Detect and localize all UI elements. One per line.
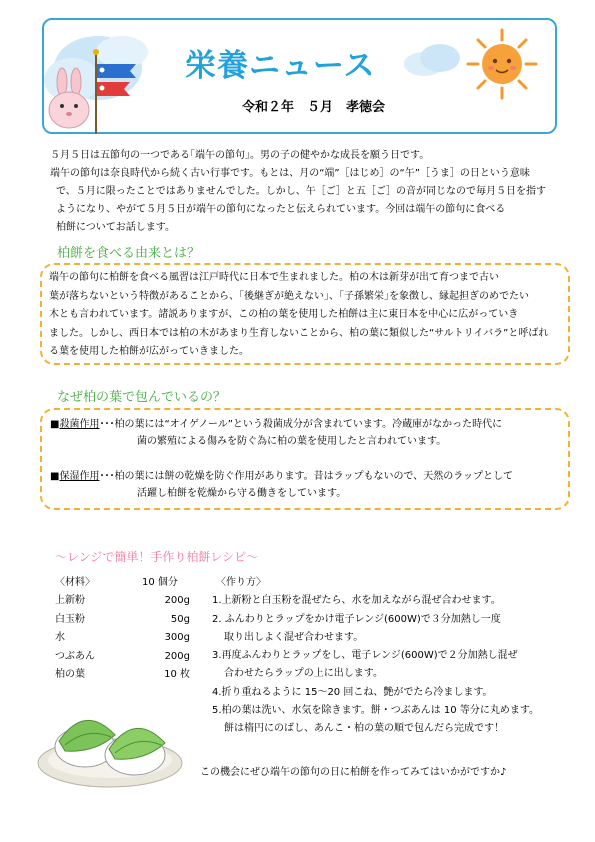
- ingredient-row: [55, 629, 190, 648]
- origin-line: 端午の節句に柏餅を食べる風習は江戸時代に日本で生まれました。柏の木は新芽が出て育つまで古い: [49, 272, 499, 283]
- intro-paragraph: [50, 147, 560, 237]
- steps-label: 〈作り方〉: [216, 577, 266, 588]
- section-heading-leaf: なぜ柏の葉で包んでいるの？: [57, 390, 227, 405]
- page-title: 栄養ニュース: [185, 48, 376, 84]
- bullet-icon: ■: [50, 471, 60, 482]
- intro-line: 柏餅についてお話します。: [56, 222, 175, 233]
- recipe-step: 3.再度ふんわりとラップをし、電子レンジ(600W)で２分加熱し混ぜ: [212, 650, 518, 662]
- effect-text: ･･･柏の葉には餅の乾燥を防ぐ作用があります。昔はラップもないので、天然のラップとして: [99, 471, 514, 482]
- recipe-step: 餅は楕円にのばし、あんこ・柏の葉の順で包んだら完成です！: [224, 723, 504, 735]
- recipe-step: 1.上新粉と白玉粉を混ぜたら、水を加えながら混ぜ合わせます。: [212, 595, 501, 607]
- recipe-step: 4.折り重ねるように 15～20 回こね、艶がでたら冷まします。: [212, 686, 493, 698]
- issue-info: 令和２年 ５月 孝徳会: [242, 100, 386, 115]
- cloud-illustration: [400, 40, 464, 80]
- bullet-icon: ■: [50, 419, 60, 430]
- intro-line: で、５月に限ったことではありませんでした。しかし、午［ご］と五［ご］の音が同じなので毎月５日を指す: [56, 186, 546, 197]
- intro-line: ５月５日は五節句の一つである｢端午の節句｣。男の子の健やかな成長を願う日です。: [50, 150, 430, 161]
- origin-line: 木とも言われています。諸説ありますが、この柏の葉を使用した柏餅は主に東日本を中心に広がっていき: [49, 309, 519, 320]
- servings: 10 個分: [142, 577, 178, 588]
- ingredient-name: 上新粉: [55, 595, 85, 606]
- ingredient-qty: 200g: [164, 650, 190, 662]
- intro-line: ようになり、やがて５月５日が端午の節句になったと伝えられています。今回は端午の節句に食べる: [56, 204, 506, 215]
- origin-box: [40, 263, 570, 365]
- closing-message: この機会にぜひ端午の節句の日に柏餅を作ってみてはいかがですか♪: [200, 767, 507, 778]
- effect-term: 殺菌作用: [59, 419, 100, 430]
- ingredient-name: 白玉粉: [55, 613, 85, 625]
- recipe-step: 5.柏の葉は洗い、水気を除きます。餅・つぶあんは 10 等分に丸めます。: [212, 705, 540, 717]
- origin-line: ました。しかし、西日本では柏の木があまり生育しないことから、柏の葉に類似した“サルトリイバラ”と呼ばれ: [49, 327, 549, 339]
- ingredient-qty: 300g: [164, 632, 190, 643]
- recipe-steps: [212, 574, 539, 739]
- recipe-title: ～レンジで簡単！手作り柏餅レシピ～: [55, 550, 259, 564]
- ingredient-row: [55, 592, 190, 611]
- recipe-step: 2. ふんわりとラップをかけ電子レンジ(600W)で３分加熱し一度: [212, 613, 501, 625]
- effect-text-continued: 活躍し柏餅を乾燥から守る働きをしています。: [137, 488, 347, 499]
- effect-text: ･･･柏の葉には“オイゲノール”という殺菌成分が含まれています。冷蔵庫がなかった時代に: [99, 419, 503, 430]
- effect-item-moisture: [50, 468, 513, 502]
- leaf-box: [40, 408, 570, 510]
- recipe-step: 取り出しよく混ぜ合わせます。: [224, 631, 364, 643]
- effect-item-antibacterial: [50, 416, 502, 450]
- ingredient-row: [55, 666, 190, 685]
- origin-line: 葉が落ちないという特徴があることから、｢後継ぎが絶えない｣、｢子孫繁栄｣を象徴し、縁起担ぎのめでたい: [49, 290, 529, 302]
- sun-illustration: [466, 28, 538, 100]
- intro-line: 端午の節句は奈良時代から続く古い行事です。もとは、月の“端”［はじめ］の“午”［うま］の日という意味: [50, 168, 530, 179]
- ingredient-qty: 50g: [170, 613, 190, 625]
- effect-term: 保湿作用: [59, 471, 100, 482]
- ingredient-qty: 200g: [164, 595, 190, 606]
- ingredient-row: [55, 648, 190, 667]
- recipe-step: 合わせたらラップの上に出します。: [224, 668, 383, 680]
- effect-text-continued: 菌の繁殖による傷みを防ぐ為に柏の葉を使用したと言われています。: [137, 436, 447, 447]
- ingredient-name: 水: [55, 632, 65, 643]
- ingredients-list: [55, 574, 190, 685]
- ingredient-qty: 10 枚: [164, 669, 190, 680]
- ingredient-row: [55, 611, 190, 630]
- rabbit-koinobori-illustration: [40, 30, 160, 134]
- ingredients-label: 〈材料〉: [55, 577, 95, 588]
- kashiwa-mochi-illustration: [35, 705, 185, 790]
- section-heading-origin: 柏餅を食べる由来とは？: [57, 246, 201, 261]
- origin-line: る葉を使用した柏餅が広がっていきました。: [49, 346, 249, 357]
- ingredient-name: つぶあん: [55, 650, 95, 662]
- ingredient-name: 柏の葉: [55, 669, 85, 680]
